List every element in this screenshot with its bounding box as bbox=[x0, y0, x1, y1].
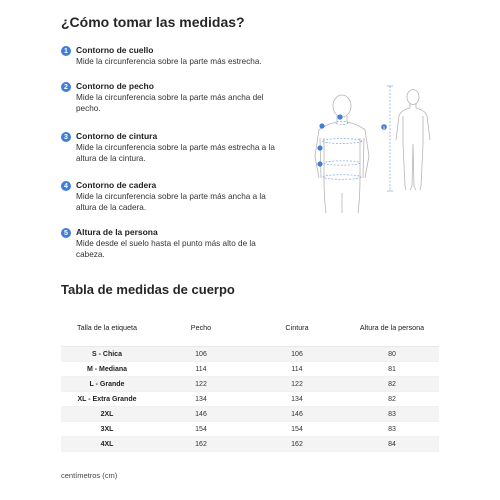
waist-cell: 162 bbox=[291, 440, 303, 448]
height-marker-label: 5 bbox=[382, 125, 386, 130]
step-number-badge: 5 bbox=[61, 228, 71, 238]
step-number-badge: 3 bbox=[61, 132, 71, 142]
units-note: centímetros (cm) bbox=[61, 471, 118, 480]
waist-cell: 106 bbox=[291, 350, 303, 358]
height-cell: 81 bbox=[388, 365, 396, 373]
table-header-row bbox=[61, 309, 439, 347]
chest-cell: 162 bbox=[195, 440, 207, 448]
step-number-badge: 1 bbox=[61, 46, 71, 56]
step-hip bbox=[61, 180, 276, 227]
step-title: Contorno de cuello bbox=[76, 45, 154, 55]
step-waist bbox=[61, 131, 276, 180]
table-row bbox=[61, 362, 439, 377]
step-chest bbox=[61, 81, 276, 131]
height-cell: 84 bbox=[388, 440, 396, 448]
height-guide bbox=[381, 86, 393, 191]
step-description: Mide la circunferencia sobre la parte más estrecha a la altura de la cintura. bbox=[76, 143, 275, 163]
size-label-cell: 4XL bbox=[100, 440, 114, 448]
step-description: Mide la circunferencia sobre la parte más ancha a la altura de la cadera. bbox=[76, 192, 266, 212]
body-measurement-illustration bbox=[300, 78, 445, 218]
table-row bbox=[61, 392, 439, 407]
size-label-cell: M - Mediana bbox=[86, 365, 128, 373]
table-row bbox=[61, 437, 439, 452]
measurement-guides bbox=[322, 121, 362, 179]
chest-cell: 154 bbox=[195, 425, 207, 433]
waist-cell: 146 bbox=[291, 410, 303, 418]
size-table bbox=[61, 309, 439, 452]
page-title: ¿Cómo tomar las medidas? bbox=[61, 14, 245, 30]
chest-cell: 114 bbox=[195, 365, 207, 373]
upper-body-figure bbox=[315, 95, 369, 213]
size-label-cell: L - Grande bbox=[89, 380, 125, 388]
step-title: Altura de la persona bbox=[76, 227, 158, 237]
step-description: Mide la circunferencia sobre la parte más estrecha. bbox=[76, 57, 262, 66]
size-label-cell: 2XL bbox=[100, 410, 114, 418]
size-label-cell: XL - Extra Grande bbox=[77, 395, 137, 403]
height-cell: 82 bbox=[388, 395, 396, 403]
step-title: Contorno de cintura bbox=[76, 131, 158, 141]
step-title: Contorno de pecho bbox=[76, 81, 154, 91]
step-description: Mide la circunferencia sobre la parte más ancha del pecho. bbox=[76, 93, 264, 113]
step-description: Mide desde el suelo hasta el punto más alto de la cabeza. bbox=[76, 239, 256, 259]
height-cell: 83 bbox=[388, 425, 396, 433]
waist-cell: 114 bbox=[291, 365, 303, 373]
column-header: Altura de la persona bbox=[359, 323, 425, 332]
column-header: Pecho bbox=[190, 323, 212, 332]
table-title: Tabla de medidas de cuerpo bbox=[61, 282, 235, 297]
chest-cell: 106 bbox=[195, 350, 207, 358]
waist-cell: 134 bbox=[291, 395, 303, 403]
size-label-cell: 3XL bbox=[100, 425, 114, 433]
column-header: Talla de la etiqueta bbox=[77, 323, 137, 332]
full-body-figure bbox=[396, 90, 430, 191]
measurement-steps bbox=[61, 45, 276, 267]
table-row bbox=[61, 347, 439, 362]
step-height bbox=[61, 227, 276, 267]
height-cell: 83 bbox=[388, 410, 396, 418]
step-title: Contorno de cadera bbox=[76, 180, 157, 190]
step-number-badge: 2 bbox=[61, 82, 71, 92]
table-row bbox=[61, 407, 439, 422]
waist-cell: 122 bbox=[291, 380, 303, 388]
step-neck bbox=[61, 45, 276, 81]
size-label-cell: S - Chica bbox=[92, 350, 122, 358]
table-row bbox=[61, 422, 439, 437]
chest-cell: 134 bbox=[195, 395, 207, 403]
column-header: Cintura bbox=[285, 323, 309, 332]
step-number-badge: 4 bbox=[61, 181, 71, 191]
table-row bbox=[61, 377, 439, 392]
height-cell: 80 bbox=[388, 350, 396, 358]
height-cell: 82 bbox=[388, 380, 396, 388]
measurement-markers bbox=[317, 114, 342, 166]
chest-cell: 146 bbox=[195, 410, 207, 418]
chest-cell: 122 bbox=[195, 380, 207, 388]
waist-cell: 154 bbox=[291, 425, 303, 433]
